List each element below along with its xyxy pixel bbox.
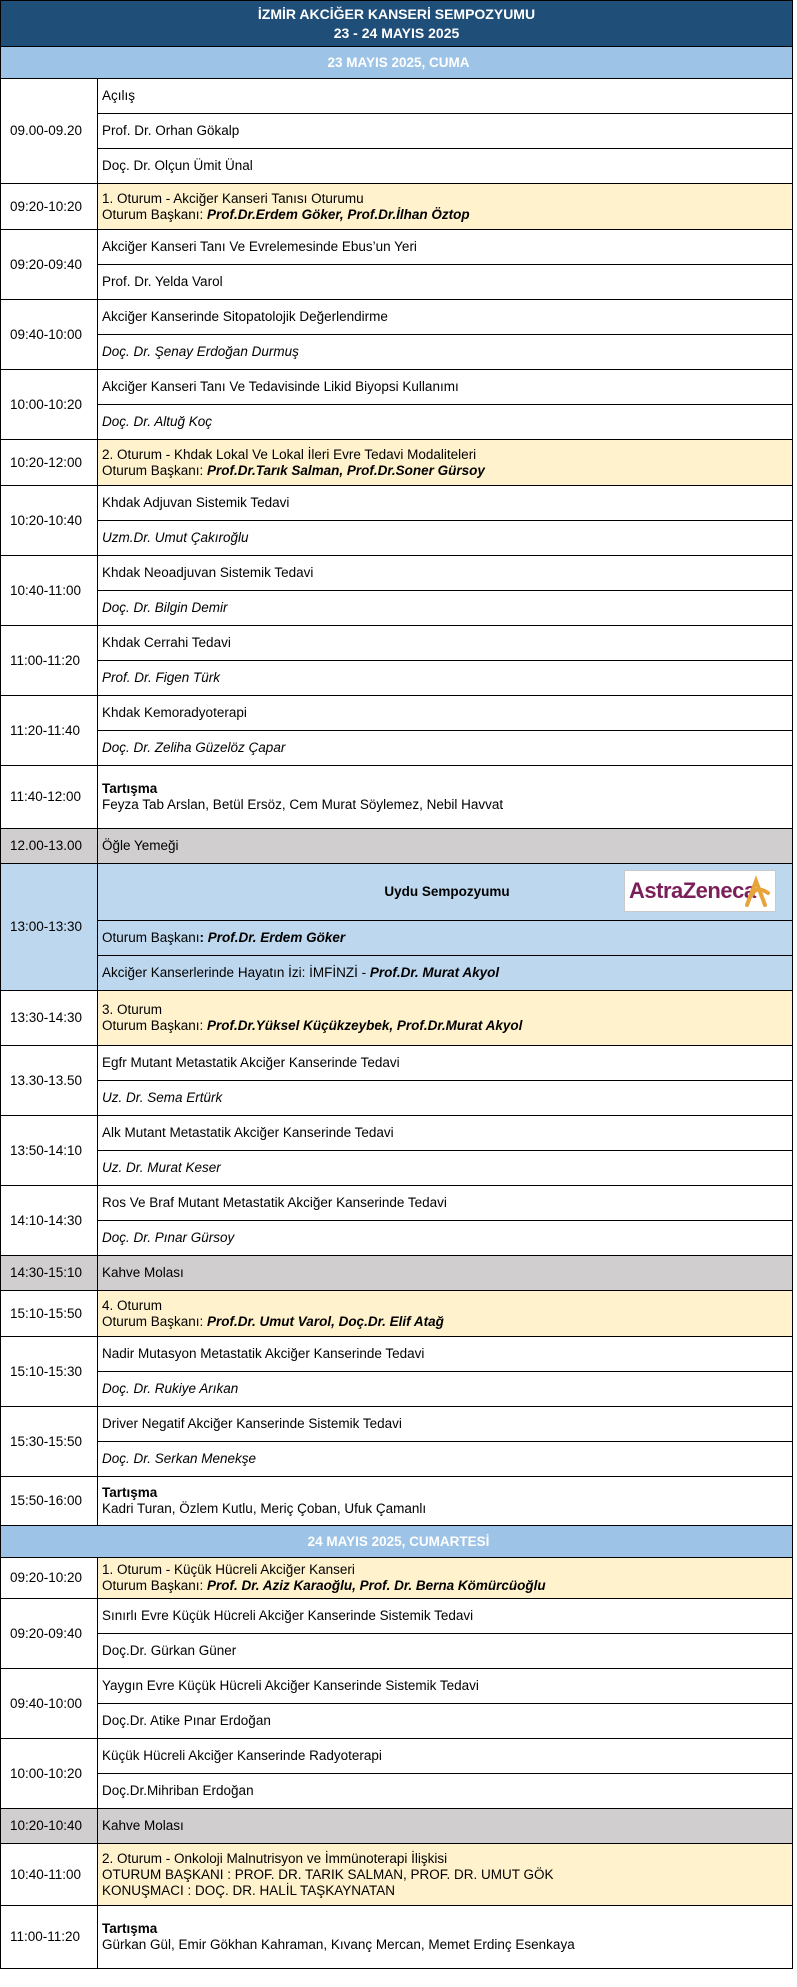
talk-row — [1, 1186, 793, 1221]
talk-row — [1, 1669, 793, 1704]
talk-row — [1, 591, 793, 626]
astrazeneca-logo — [624, 870, 776, 912]
talk-speaker: Prof.Dr. Murat Akyol — [369, 965, 500, 980]
day1-header-row — [1, 47, 793, 79]
sponsor-logo-icon — [741, 875, 771, 907]
schedule-row — [1, 149, 793, 184]
session-chair-line — [102, 207, 792, 223]
talk-speaker: Uz. Dr. Sema Ertürk — [98, 1081, 793, 1116]
talk-row — [1, 1337, 793, 1372]
satellite-row — [1, 921, 793, 956]
sponsor-name: AstraZeneca — [629, 878, 756, 903]
opening-label: Açılış — [98, 79, 793, 114]
title-line-1: İZMİR AKCİĞER KANSERİ SEMPOZYUMU — [257, 5, 536, 22]
session-title: 2. Oturum - Khdak Lokal Ve Lokal İleri Evre Tedavi Modaliteleri — [102, 446, 477, 462]
time-cell: 13:00-13:30 — [1, 864, 98, 991]
chair-colon: : — [199, 930, 208, 945]
session-row — [1, 1558, 793, 1599]
talk-topic: Akciğer Kanserinde Sitopatolojik Değerlendirme — [98, 300, 793, 335]
talk-row — [1, 1372, 793, 1407]
talk-speaker: Prof. Dr. Yelda Varol — [98, 265, 793, 300]
talk-speaker: Doç.Dr.Mihriban Erdoğan — [98, 1774, 793, 1809]
chair-label: Oturum Başkanı: — [102, 1018, 208, 1033]
symposium-title — [1, 1, 793, 47]
time-cell: 11:00-11:20 — [1, 626, 98, 696]
talk-row — [1, 556, 793, 591]
time-cell: 10:40-11:00 — [1, 556, 98, 626]
session-info — [98, 1291, 793, 1337]
chair-names: Prof.Dr. Erdem Göker — [207, 930, 346, 945]
opening-speaker: Doç. Dr. Olçun Ümit Ünal — [98, 149, 793, 184]
talk-topic: Küçük Hücreli Akciğer Kanserinde Radyoterapi — [98, 1739, 793, 1774]
talk-speaker: Doç. Dr. Rukiye Arıkan — [98, 1372, 793, 1407]
time-cell: 12.00-13.00 — [1, 829, 98, 864]
talk-topic: Akciğer Kanseri Tanı Ve Evrelemesinde Ebus’un Yeri — [98, 230, 793, 265]
discussion-info — [98, 766, 793, 829]
chair-names: Prof. Dr. Aziz Karaoğlu, Prof. Dr. Berna Kömürcüoğlu — [207, 1578, 546, 1593]
talk-speaker: Doç. Dr. Altuğ Koç — [98, 405, 793, 440]
session-chair-line — [102, 1018, 792, 1034]
session-chair-line — [102, 1578, 792, 1594]
talk-row — [1, 1599, 793, 1634]
talk-row — [1, 265, 793, 300]
discussion-names: Feyza Tab Arslan, Betül Ersöz, Cem Murat Söylemez, Nebil Havvat — [102, 797, 504, 812]
talk-row — [1, 1151, 793, 1186]
day2-header-row — [1, 1526, 793, 1558]
chair-label: Oturum Başkanı — [102, 930, 200, 945]
time-cell: 10:20-10:40 — [1, 1809, 98, 1844]
time-cell: 11:00-11:20 — [1, 1906, 98, 1969]
time-cell: 11:40-12:00 — [1, 766, 98, 829]
schedule-row — [1, 114, 793, 149]
time-cell: 09:40-10:00 — [1, 300, 98, 370]
talk-row — [1, 521, 793, 556]
day2-label: 24 MAYIS 2025, CUMARTESİ — [1, 1526, 793, 1558]
talk-topic: Khdak Kemoradyoterapi — [98, 696, 793, 731]
talk-topic: Khdak Neoadjuvan Sistemik Tedavi — [98, 556, 793, 591]
break-row — [1, 829, 793, 864]
session-title: 2. Oturum - Onkoloji Malnutrisyon ve İmmünoterapi İlişkisi — [102, 1850, 448, 1866]
discussion-names: Kadri Turan, Özlem Kutlu, Meriç Çoban, Ufuk Çamanlı — [102, 1501, 427, 1516]
opening-speaker: Prof. Dr. Orhan Gökalp — [98, 114, 793, 149]
talk-row — [1, 661, 793, 696]
session-title: 1. Oturum - Küçük Hücreli Akciğer Kanseri — [102, 1562, 355, 1577]
time-cell: 10:20-10:40 — [1, 486, 98, 556]
time-cell: 11:20-11:40 — [1, 696, 98, 766]
session-chair-line: OTURUM BAŞKANI : PROF. DR. TARIK SALMAN, PROF. DR. UMUT GÖK — [102, 1866, 554, 1882]
discussion-label: Tartışma — [102, 781, 158, 796]
talk-row — [1, 1081, 793, 1116]
talk-topic: Akciğer Kanseri Tanı Ve Tedavisinde Likid Biyopsi Kullanımı — [98, 370, 793, 405]
chair-label: Oturum Başkanı: — [102, 1313, 208, 1329]
talk-row — [1, 370, 793, 405]
time-cell: 13:50-14:10 — [1, 1116, 98, 1186]
discussion-info — [98, 1477, 793, 1526]
talk-row — [1, 1442, 793, 1477]
session-row — [1, 1844, 793, 1906]
chair-label: Oturum Başkanı: — [102, 206, 208, 222]
break-label: Kahve Molası — [98, 1256, 793, 1291]
break-label: Kahve Molası — [98, 1809, 793, 1844]
schedule-row — [1, 79, 793, 114]
satellite-title-cell — [98, 864, 793, 921]
time-cell: 14:30-15:10 — [1, 1256, 98, 1291]
talk-speaker: Doç. Dr. Bilgin Demir — [98, 591, 793, 626]
session-title: 3. Oturum — [102, 1002, 163, 1017]
time-cell: 09.00-09.20 — [1, 79, 98, 184]
talk-topic: Yaygın Evre Küçük Hücreli Akciğer Kanserinde Sistemik Tedavi — [98, 1669, 793, 1704]
time-cell: 15:30-15:50 — [1, 1407, 98, 1477]
session-info — [98, 440, 793, 486]
talk-speaker: Prof. Dr. Figen Türk — [98, 661, 793, 696]
talk-row — [1, 486, 793, 521]
talk-speaker: Doç.Dr. Atike Pınar Erdoğan — [98, 1704, 793, 1739]
time-cell: 10:00-10:20 — [1, 370, 98, 440]
talk-row — [1, 1407, 793, 1442]
talk-row — [1, 1774, 793, 1809]
session-row — [1, 1291, 793, 1337]
talk-row — [1, 1704, 793, 1739]
chair-label: Oturum Başkanı: — [102, 1578, 208, 1593]
talk-row — [1, 1634, 793, 1669]
talk-speaker: Doç. Dr. Şenay Erdoğan Durmuş — [98, 335, 793, 370]
time-cell: 09:40-10:00 — [1, 1669, 98, 1739]
session-row — [1, 440, 793, 486]
chair-names: Prof.Dr.Erdem Göker, Prof.Dr.İlhan Öztop — [207, 206, 470, 222]
time-cell: 10:20-12:00 — [1, 440, 98, 486]
talk-topic: Sınırlı Evre Küçük Hücreli Akciğer Kanserinde Sistemik Tedavi — [98, 1599, 793, 1634]
talk-topic: Nadir Mutasyon Metastatik Akciğer Kanserinde Tedavi — [98, 1337, 793, 1372]
talk-row — [1, 1739, 793, 1774]
chair-label: Oturum Başkanı: — [102, 462, 208, 478]
talk-row — [1, 230, 793, 265]
discussion-label: Tartışma — [102, 1485, 158, 1500]
talk-speaker: Doç. Dr. Pınar Gürsoy — [98, 1221, 793, 1256]
session-info — [98, 184, 793, 230]
break-label: Öğle Yemeği — [98, 829, 793, 864]
time-cell: 09:20-09:40 — [1, 230, 98, 300]
satellite-title: Uydu Sempozyumu — [384, 884, 510, 899]
satellite-row — [1, 956, 793, 991]
chair-names: Prof.Dr. Umut Varol, Doç.Dr. Elif Atağ — [207, 1313, 444, 1329]
session-title: 4. Oturum — [102, 1297, 163, 1313]
break-row — [1, 1809, 793, 1844]
discussion-row — [1, 1477, 793, 1526]
talk-speaker: Uz. Dr. Murat Keser — [98, 1151, 793, 1186]
time-cell: 15:10-15:30 — [1, 1337, 98, 1407]
time-cell: 14:10-14:30 — [1, 1186, 98, 1256]
talk-topic: Driver Negatif Akciğer Kanserinde Sistemik Tedavi — [98, 1407, 793, 1442]
session-info — [98, 1558, 793, 1599]
session-row — [1, 991, 793, 1046]
day1-label: 23 MAYIS 2025, CUMA — [1, 47, 793, 79]
session-speaker-line: KONUŞMACI : DOÇ. DR. HALİL TAŞKAYNATAN — [102, 1882, 396, 1898]
talk-topic: Khdak Cerrahi Tedavi — [98, 626, 793, 661]
time-cell: 15:50-16:00 — [1, 1477, 98, 1526]
talk-topic: Ros Ve Braf Mutant Metastatik Akciğer Kanserinde Tedavi — [98, 1186, 793, 1221]
satellite-talk — [98, 956, 793, 991]
talk-topic: Akciğer Kanserlerinde Hayatın İzi: İMFİNZİ - — [102, 965, 370, 980]
session-chair-line — [102, 1314, 792, 1330]
talk-topic: Alk Mutant Metastatik Akciğer Kanserinde Tedavi — [98, 1116, 793, 1151]
talk-speaker: Uzm.Dr. Umut Çakıroğlu — [98, 521, 793, 556]
chair-names: Prof.Dr.Yüksel Küçükzeybek, Prof.Dr.Murat Akyol — [207, 1018, 523, 1033]
talk-topic: Khdak Adjuvan Sistemik Tedavi — [98, 486, 793, 521]
talk-row — [1, 731, 793, 766]
title-line-2: 23 - 24 MAYIS 2025 — [333, 24, 460, 41]
discussion-row — [1, 766, 793, 829]
satellite-row — [1, 864, 793, 921]
discussion-label: Tartışma — [102, 1921, 158, 1936]
discussion-info — [98, 1906, 793, 1969]
title-row — [1, 1, 793, 47]
talk-speaker: Doç. Dr. Zeliha Güzelöz Çapar — [98, 731, 793, 766]
session-row — [1, 184, 793, 230]
discussion-names: Gürkan Gül, Emir Gökhan Kahraman, Kıvanç Mercan, Memet Erdinç Esenkaya — [102, 1937, 575, 1952]
time-cell: 10:40-11:00 — [1, 1844, 98, 1906]
satellite-chair-line — [98, 921, 793, 956]
time-cell: 13:30-14:30 — [1, 991, 98, 1046]
talk-row — [1, 1116, 793, 1151]
talk-row — [1, 626, 793, 661]
time-cell: 09:20-10:20 — [1, 184, 98, 230]
session-info — [98, 1844, 793, 1906]
talk-row — [1, 405, 793, 440]
talk-row — [1, 696, 793, 731]
session-chair-line — [102, 463, 792, 479]
discussion-row — [1, 1906, 793, 1969]
time-cell: 13.30-13.50 — [1, 1046, 98, 1116]
talk-row — [1, 1046, 793, 1081]
talk-topic: Egfr Mutant Metastatik Akciğer Kanserinde Tedavi — [98, 1046, 793, 1081]
talk-speaker: Doç.Dr. Gürkan Güner — [98, 1634, 793, 1669]
time-cell: 15:10-15:50 — [1, 1291, 98, 1337]
talk-row — [1, 300, 793, 335]
chair-names: Prof.Dr.Tarık Salman, Prof.Dr.Soner Gürsoy — [207, 462, 485, 478]
time-cell: 09:20-10:20 — [1, 1558, 98, 1599]
session-info — [98, 991, 793, 1046]
time-cell: 09:20-09:40 — [1, 1599, 98, 1669]
session-title: 1. Oturum - Akciğer Kanseri Tanısı Oturumu — [102, 190, 364, 206]
time-cell: 10:00-10:20 — [1, 1739, 98, 1809]
talk-row — [1, 335, 793, 370]
talk-speaker: Doç. Dr. Serkan Menekşe — [98, 1442, 793, 1477]
break-row — [1, 1256, 793, 1291]
talk-row — [1, 1221, 793, 1256]
